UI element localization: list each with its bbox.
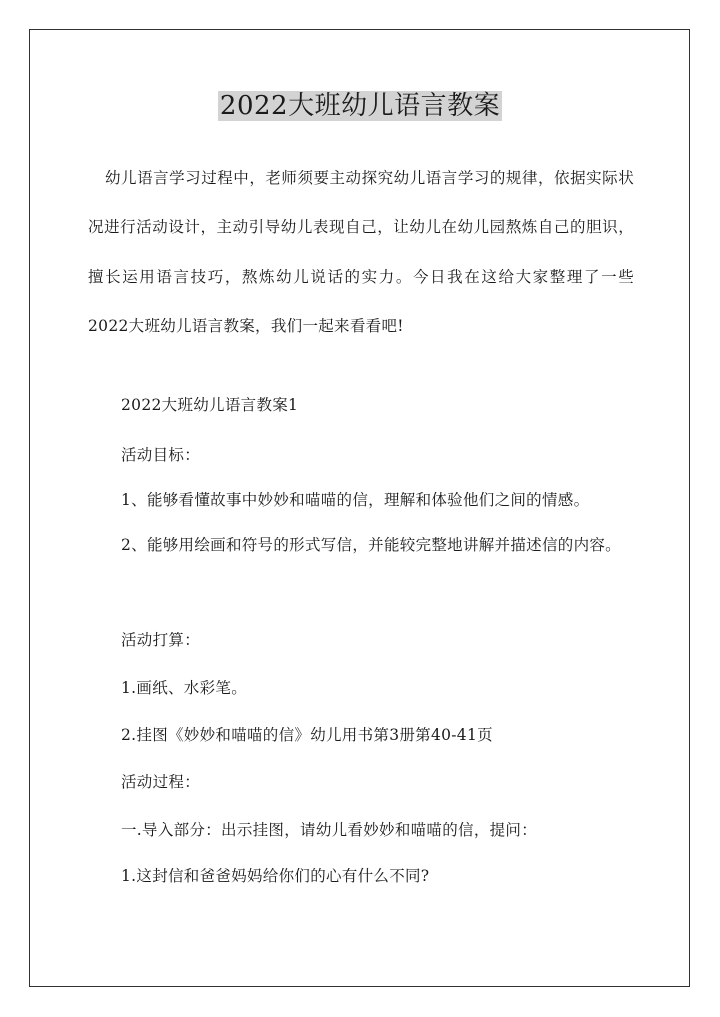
process-label: 活动过程： bbox=[121, 773, 201, 791]
goals-label: 活动目标： bbox=[121, 446, 201, 464]
process-step-1: 一.导入部分：出示挂图，请幼儿看妙妙和喵喵的信，提问： bbox=[121, 821, 538, 839]
question-item-1: 1.这封信和爸爸妈妈给你们的心有什么不同? bbox=[121, 867, 430, 885]
prep-label: 活动打算： bbox=[121, 631, 201, 649]
document-title: 2022大班幼儿语言教案 bbox=[219, 91, 501, 121]
goal-item-2: 2、能够用绘画和符号的形式写信，并能较完整地讲解并描述信的内容。 bbox=[121, 536, 621, 554]
prep-item-2: 2.挂图《妙妙和喵喵的信》幼儿用书第3册第40-41页 bbox=[121, 726, 493, 744]
goal-item-1: 1、能够看懂故事中妙妙和喵喵的信，理解和体验他们之间的情感。 bbox=[121, 491, 590, 509]
section-heading: 2022大班幼儿语言教案1 bbox=[121, 396, 299, 414]
prep-item-1: 1.画纸、水彩笔。 bbox=[121, 679, 247, 697]
document-title-wrap bbox=[0, 88, 720, 124]
intro-paragraph: 幼儿语言学习过程中，老师须要主动探究幼儿语言学习的规律，依据实际状况进行活动设计，主动引导幼儿表现自己，让幼儿在幼儿园熬炼自己的胆识，擅长运用语言技巧，熬炼幼儿说话的实力。今日我在这给大家整理了一些2022大班幼儿语言教案，我们一起来看看吧! bbox=[88, 169, 634, 336]
